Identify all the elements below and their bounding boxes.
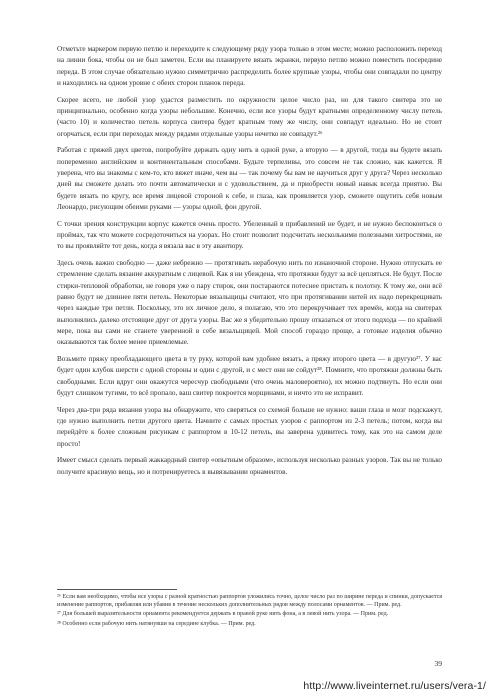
paragraph-7: Через два-три ряда вязания узора вы обнаружите, что сверяться со схемой больше не нужно: ваши глаза и мозг подскажут, где нужно выполнить петли другого цвета. Начните с самых простых узоров с раппортом из 2-3 петель; потом, когда вы перейдёте к более сложным рисункам с раппортом в 10-12 петель, вы заверена удивитесь тому, как это на самом деле просто! xyxy=(57,405,442,448)
paragraph-1: Отметьте маркером первую петлю и переходите к следующему ряду узора только в этом месте; можно расположить переход на линии бока, чтобы он не был заметен. Если вы планируете вязать экранки, первую петлю можно поместить посередине переда. В этом случае обязательно нужно симметрично распределить более крупные узоры, чтобы они совпадали по центру и находились на одном уровне с обеих сторон планок переда. xyxy=(57,45,442,87)
body-text xyxy=(57,44,442,483)
footnote-26: ²⁶ Если вам необходимо, чтобы все узоры с разной кратностью раппортов уложились точно, целое число раз по ширине переда и спинки, допускается изменение раппортов, прибавляя или убавив в течение нескольких дополнительных рядов между полосами орнаментов. — Прим. ред. xyxy=(57,594,442,609)
footnote-27: ²⁷ Для большей выразительности орнамента рекомендуется держать в правой руке нить фона, а в левой нить узора. — Прим. ред. xyxy=(57,611,389,618)
footnotes xyxy=(57,593,442,629)
page-number: 39 xyxy=(434,659,442,668)
watermark-url: http://www.liveinternet.ru/users/vera-1/ xyxy=(303,680,486,692)
paragraph-4: С точки зрения конструкции корпус кажется очень просто. Убеленный в прибавлений не будет, и не нужно беспокоиться о проймах, так что можете сосредоточиться на узорах. Но стоит позволит подсчитать несколькими полезными хитростями, не то вы проявляйте тот день, когда я вязала вас в эту авантюру. xyxy=(57,219,442,251)
paragraph-2: Скорее всего, не любой узор удастся разместить по окружности целое число раз, но для такого свитера это не принципиально, особенно когда узоры небольшие. Конечно, если все узоры будут кратными определенному числу петель (часто 10) и количество петель корпуса свитера будет кратным тому же числу, они совпадут идеально. Но не стоит огорчаться, если при переходах между рядами отдельные узоры нечетко не совпадут.²⁶ xyxy=(57,95,442,138)
footnote-28: ²⁸ Особенно если рабочую нить натянувши на середине клубка. — Прим. ред. xyxy=(57,620,256,627)
footnote-divider xyxy=(57,589,177,590)
paragraph-5: Здесь очень важно свободно — даже небрежно — протягивать нерабочую нить по изнаночной стороне. Нужно отпускать ее стремление сделать вязание аккуратным с лицевой. Как я ни убеждена, что протяжки будут за всё цепляться. Не будут. После стирки-тепловой обработки, не говоря уже о пару стирок, они постараются потеснее пристать к полотну. К тому же, они всё равно будут не длиннее пяти петель. Некоторые вязальщицы считают, что при протягивании нитей их надо перекрещивать через каждые три петли. Поскольку, это их личное дело, я полагаю, что это перекручивает тех времён, когда на свитерах выполнялись далеко отстоящие друг от друга узоры. Вас же я убедительно прошу отказаться от этого подхода — по крайней мере, пока вы сами не станете уверенной в себе вязальщицей. Мой способ гораздо проще, а готовые изделия обычно оказываются так более менее приемлемые. xyxy=(57,259,442,347)
paragraph-3: Работая с пряжей двух цветов, попробуйте держать одну нить в одной руке, а вторую — в другой, тогда вы будете вязать попеременно английским и континентальным способами. Будьте терпеливы, это совсем не так сложно, как кажется. Я уверена, что вы знакомы с кем-то, кто вяжет иначе, чем вы — так почему бы вам не научиться друг у друга? Через несколько дней вы сможете делать это почти автоматически и с удовольствием, да и приобрести новый навык всегда приятно. Вы будете вязать по кругу, все время лицевой стороной к себе, и глаза, как проявляется узор, сможете ощутить себя новым Леонардо, рисующим обеими руками — узоры одной, фон другой. xyxy=(57,146,442,211)
paragraph-6: Возьмите пряжу преобладающего цвета в ту руку, которой вам удобнее вязать, а пряжу второго цвета — в другую²⁷. У вас будет один клубок шерсти с одной стороны и один с другой, и с мест они не сойдут²⁸. Помните, что протяжки должны быть свободными. Если вдруг они окажутся чересчур свободными (что очень маловероятно), их можно подтянуть. Но если они будут слишком тугими, то всё пропало, ваш свитер покроется морщинами, и ничто это не исправит. xyxy=(57,354,442,397)
paragraph-8: Имеет смысл сделать первый жаккардный свитер «опытным образом», используя несколько разных узоров. Так вы не только получите красивую вещь, но и потренируетесь в вывязывании орнаментов. xyxy=(57,456,442,476)
